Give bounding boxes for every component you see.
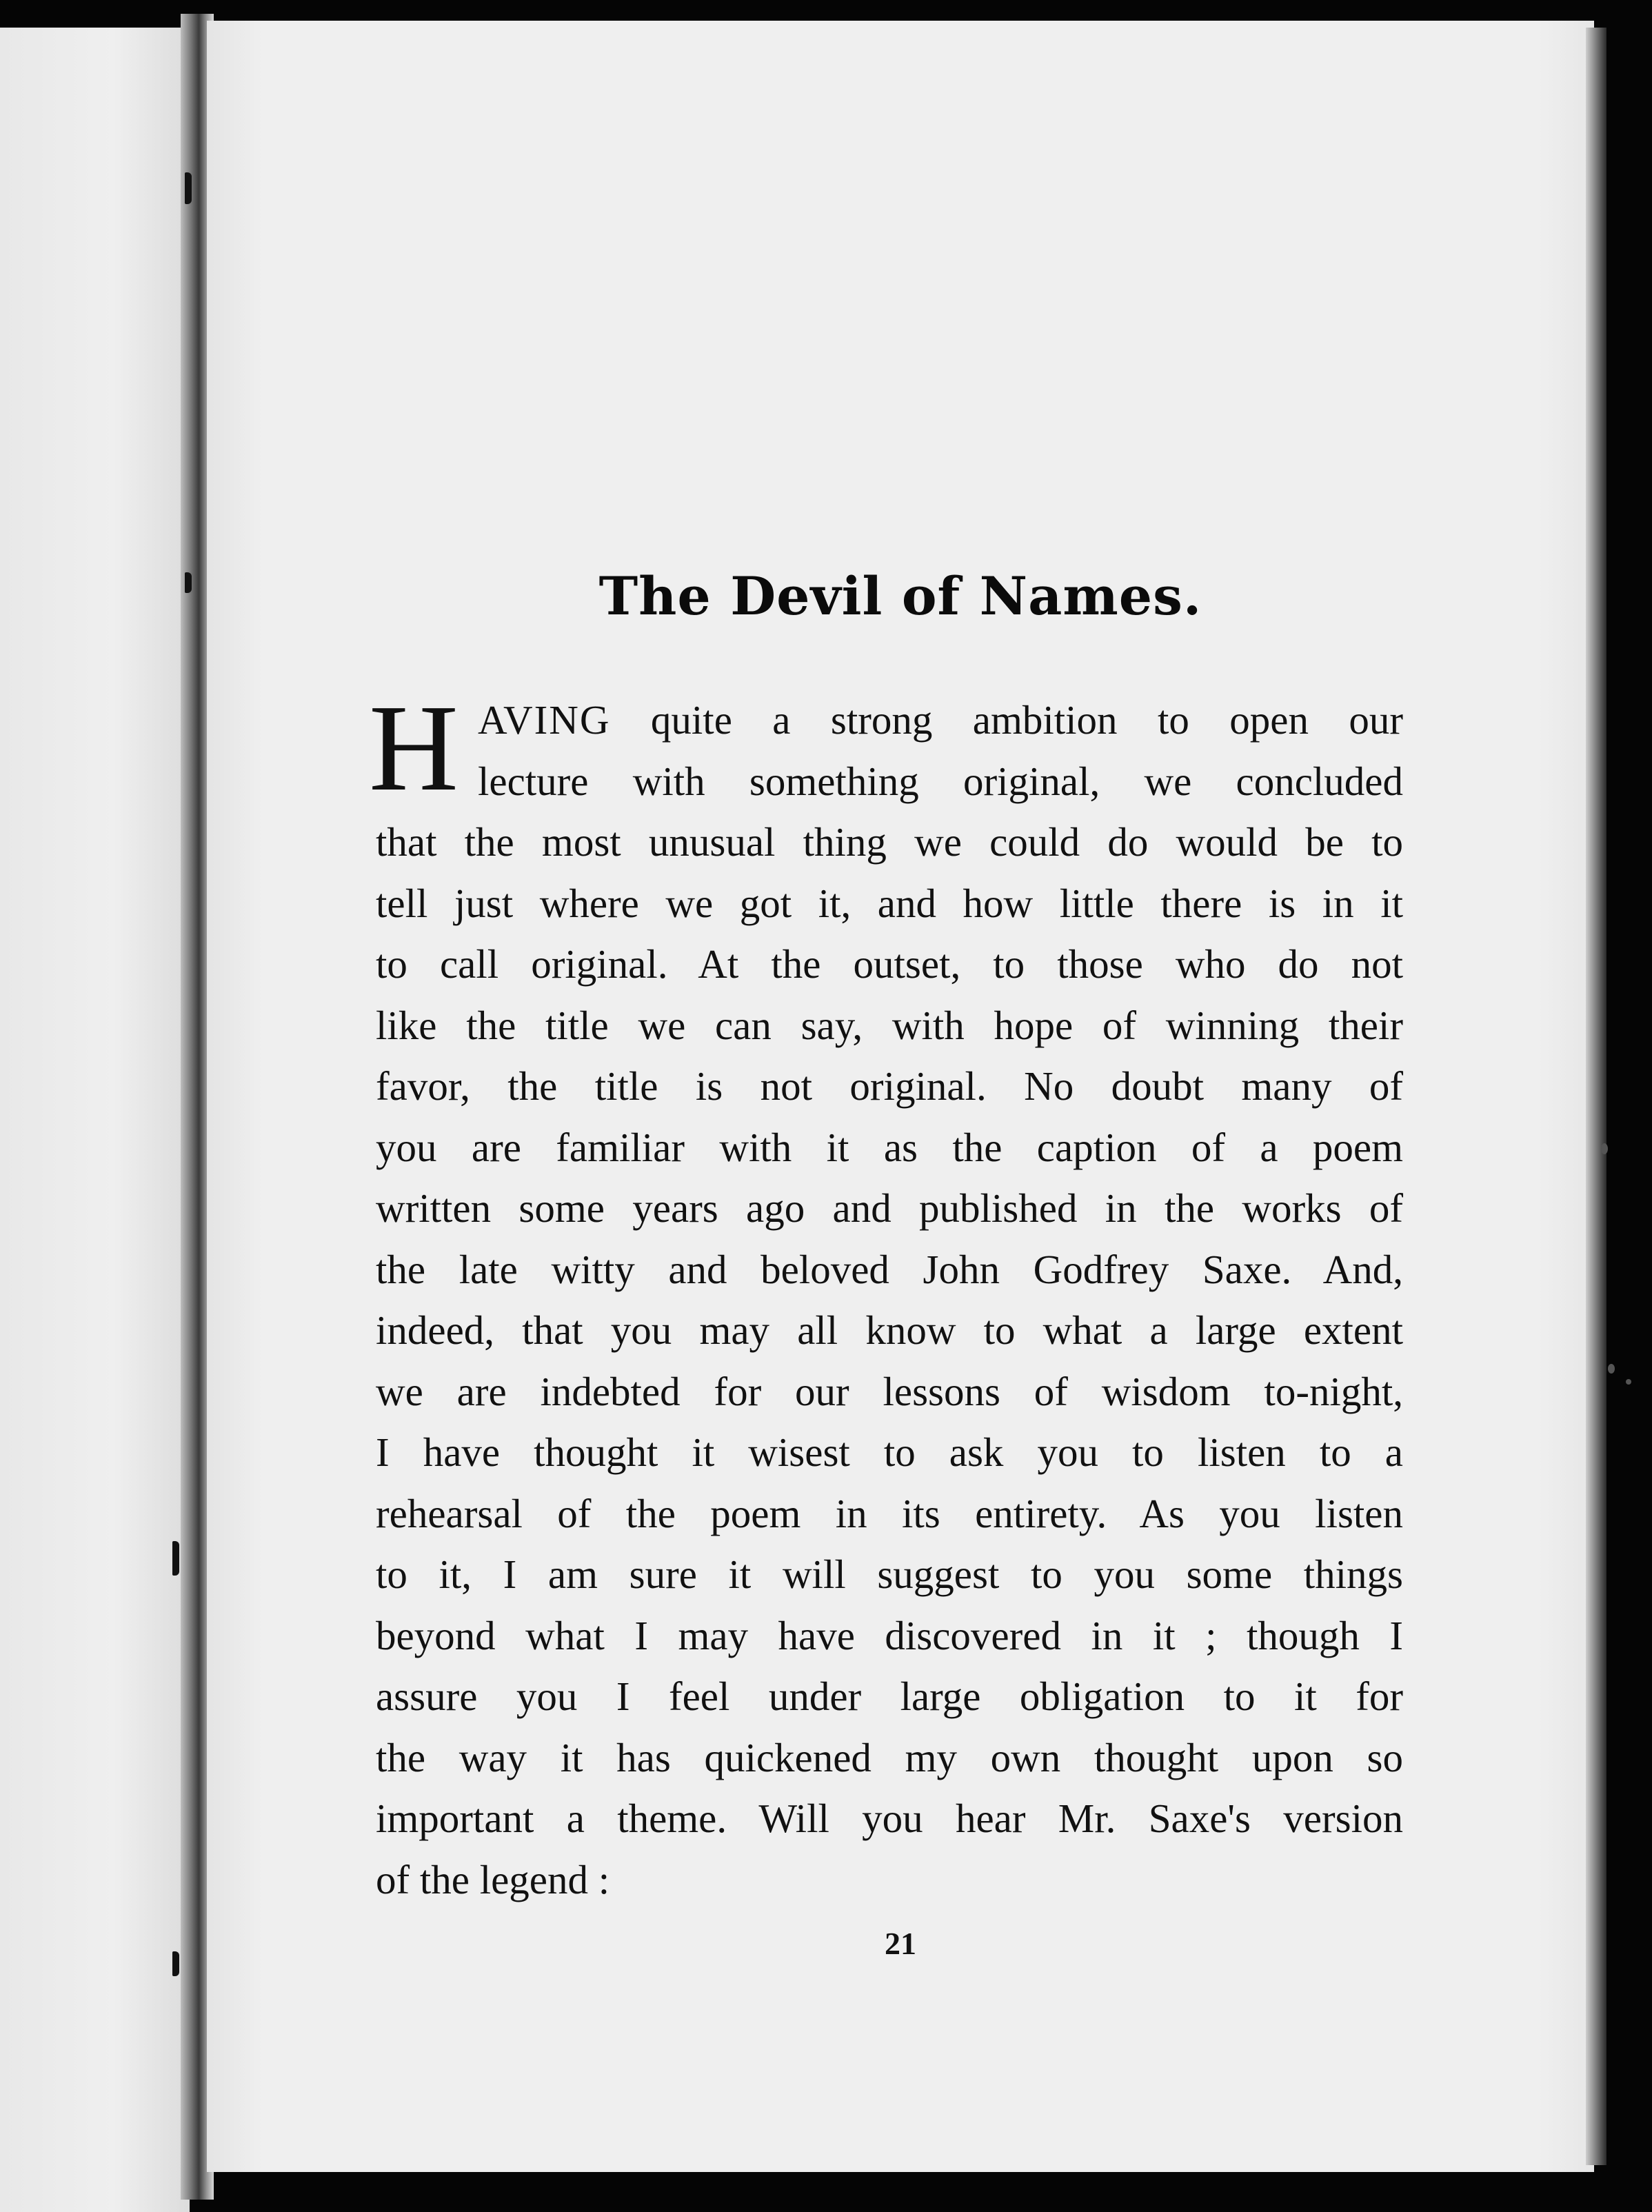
text-line: I have thought it wisest to ask you to listen to a bbox=[376, 1429, 1403, 1475]
text-line: you are familiar with it as the caption of a poem bbox=[376, 1124, 1403, 1170]
text-line-content: quite a strong ambition to open our bbox=[650, 697, 1404, 743]
previous-leaf-edge bbox=[0, 28, 190, 2212]
body-text bbox=[369, 679, 1404, 1910]
text-line: tell just where we got it, and how little there is in it bbox=[376, 880, 1403, 926]
page-speck bbox=[1626, 1379, 1631, 1385]
binding-mark bbox=[185, 572, 192, 593]
text-line: written some years ago and published in the works of bbox=[376, 1185, 1403, 1231]
text-line: of the legend : bbox=[376, 1856, 610, 1902]
page-right-edge bbox=[1586, 28, 1606, 2165]
text-line: favor, the title is not original. No doubt many of bbox=[376, 1063, 1403, 1109]
text-line: indeed, that you may all know to what a large extent bbox=[376, 1307, 1403, 1353]
drop-cap: H bbox=[369, 679, 459, 816]
text-line: to it, I am sure it will suggest to you some things bbox=[376, 1551, 1403, 1597]
text-line: beyond what I may have discovered in it ; though I bbox=[376, 1612, 1403, 1658]
text-line: that the most unusual thing we could do would be to bbox=[376, 819, 1403, 865]
binding-mark bbox=[185, 172, 192, 204]
text-line: important a theme. Will you hear Mr. Saxe's version bbox=[376, 1796, 1403, 1841]
text-line: rehearsal of the poem in its entirety. As you listen bbox=[376, 1490, 1403, 1536]
first-word-smallcaps: AVING bbox=[478, 697, 611, 743]
text-line: like the title we can say, with hope of winning their bbox=[376, 1002, 1403, 1048]
chapter-title: The Devil of Names. bbox=[598, 565, 1202, 627]
text-line: the way it has quickened my own thought upon so bbox=[376, 1734, 1403, 1780]
text-line: to call original. At the outset, to those who do not bbox=[376, 941, 1403, 987]
page-speck bbox=[1608, 1364, 1615, 1374]
page-speck bbox=[1601, 1143, 1608, 1154]
text-line: lecture with something original, we concluded bbox=[478, 758, 1403, 804]
text-line: the late witty and beloved John Godfrey Saxe. And, bbox=[376, 1246, 1403, 1292]
text-line: assure you I feel under large obligation to it for bbox=[376, 1673, 1403, 1719]
binding-mark bbox=[172, 1541, 179, 1576]
text-line: we are indebted for our lessons of wisdom to-night, bbox=[376, 1368, 1403, 1414]
binding-mark bbox=[172, 1951, 179, 1976]
text-line bbox=[376, 690, 1403, 751]
page-number: 21 bbox=[885, 1926, 916, 1961]
